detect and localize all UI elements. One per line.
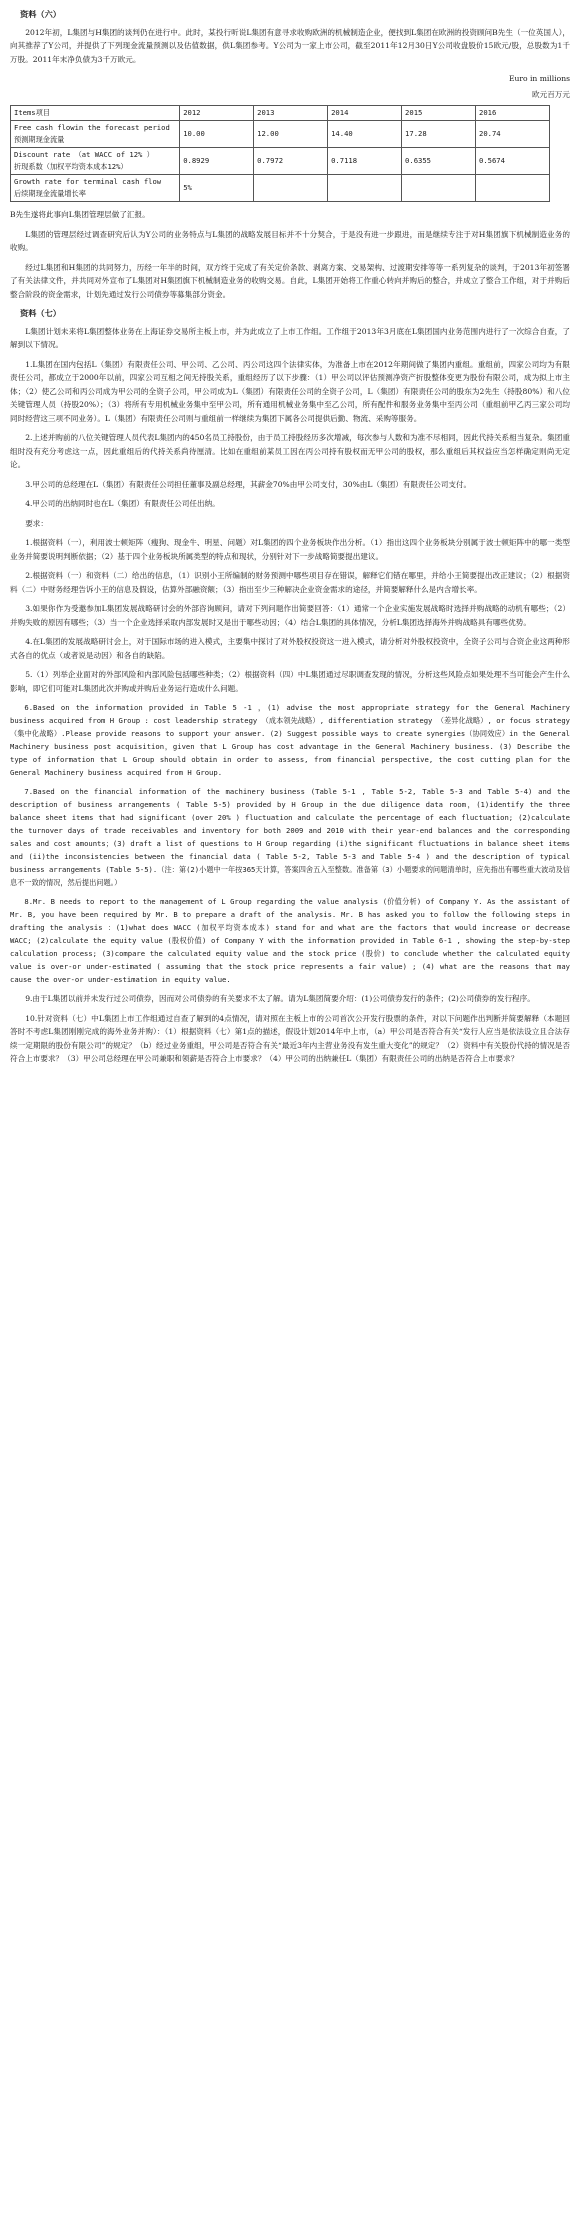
section6-paragraph: L集团的管理层经过调查研究后认为Y公司的业务特点与L集团的战略发展目标并不十分契合，于是没有进一步跟进，而是继续专注于对H集团旗下机械制造业务的收购。	[10, 229, 570, 252]
requirement-item: 3.如果你作为受邀参加L集团发展战略研讨会的外部咨询顾问，请对下列问题作出简要回答：（1）通常一个企业实施发展战略时选择并购战略的动机有哪些；（2）并购失败的原因有哪些；（3）当一个企业选择采取内部发展时又是出于哪些动因；（4）结合L集团的具体情况，分析L集团选择海外并购战略具有哪些优势。	[10, 604, 570, 627]
section7-intro: L集团计划未来将L集团整体业务在上海证券交易所主板上市，并为此成立了上市工作组。工作组于2013年3月底在L集团国内业务范围内进行了一次综合自查，了解到以下情况。	[10, 326, 570, 349]
row-label-cn: 折现系数（加权平均资本成本12%）	[14, 162, 128, 171]
table-row	[11, 175, 550, 202]
row-label-en: Discount rate （at WACC of 12% ）	[14, 150, 154, 159]
row-label-en: Growth rate for terminal cash flow	[14, 177, 162, 186]
requirement-item: 4.在L集团的发展战略研讨会上，对于国际市场的进入模式，主要集中探讨了对外股权投资这一进入模式，请分析对外股权投资中，全资子公司与合资企业这两种形式各自的优点（或者说是动因）和各自的缺陷。	[10, 637, 570, 660]
finding-item: 4.甲公司的出纳同时也在L（集团）有限责任公司任出纳。	[25, 499, 220, 508]
section7-heading: 资料（七）	[20, 308, 61, 318]
table-cell: 10.00	[180, 121, 254, 148]
table-cell: 0.8929	[180, 148, 254, 175]
section6-paragraph: 经过L集团和H集团的共同努力，历经一年半的时间，双方终于完成了有关定价条款、剥离方案、交易架构、过渡期安排等等一系列复杂的谈判，于2013年初签署了有关法律文件，并共同对外宣布了L集团对H集团旗下机械制造业务的收购交易。自此，L集团开始将工作重心转向并购后的整合，并成立了整合工作组，对于并购后整合阶段的资金需求，计划先通过发行公司债券等募集部分资金。	[10, 262, 570, 299]
unit-label-en: Euro in millions	[508, 74, 570, 83]
table-header-cell: 2012	[180, 106, 254, 121]
table-cell: 5%	[180, 175, 254, 202]
table-header-cell: 2016	[476, 106, 550, 121]
requirements-heading: 要求：	[25, 518, 48, 528]
requirement-item: 9.由于L集团以前并未发行过公司债券，因而对公司债券的有关要求不太了解。请为L集团简要介绍：(1)公司债券发行的条件；(2)公司债券的发行程序。	[25, 994, 535, 1003]
cash-flow-table	[10, 105, 550, 202]
finding-item: 1.L集团在国内包括L（集团）有限责任公司、甲公司、乙公司、丙公司这四个法律实体，为准备上市在2012年期间做了集团内重组。重组前，四家公司均为有限责任公司，都成立于2000年以前，四家公司互相之间无持股关系，重组经历了以下步骤：（1）甲公司以评估预测净资产折股整体变更为股份有限公司，成为拟上市主体；（2）使乙公司和丙公司成为甲公司的全资子公司，甲公司成为L（集团）有限责任公司的全资子公司，L（集团）有限责任公司的股东为2先生（持股80%）和八位关键管理人员（持股20%）；（3）将所有专用机械业务集中至甲公司，所有通用机械业务集中至乙公司，所有配件和服务业务集中至丙公司（重组前甲乙丙三家公司均同时经营这三项不同业务）。L（集团）有限责任公司则与重组前一样继续为集团下属各公司提供后勤、物流、采购等服务。	[10, 359, 570, 423]
table-header-cell: 2013	[254, 106, 328, 121]
requirement-item: 1.根据资料（一），利用波士顿矩阵（瘦狗、现金牛、明星、问题）对L集团的四个业务板块作出分析。（1）指出这四个业务板块分别属于波士顿矩阵中的哪一类型业务并简要说明判断依据；（2）基于四个业务板块所属类型的特点和现状，分别针对下一步战略简要提出建议。	[10, 538, 570, 561]
document	[0, 0, 580, 1066]
after-table-note: B先生遂将此事向L集团管理层做了汇报。	[10, 210, 150, 219]
table-header-row	[11, 106, 550, 121]
table-cell: 20.74	[476, 121, 550, 148]
table-cell: 12.00	[254, 121, 328, 148]
table-header-cell: 2015	[402, 106, 476, 121]
requirement-item: 2.根据资料（一）和资料（二）给出的信息，（1）识别小王所编制的财务预测中哪些项目存在错误，解释它们错在哪里，并给小王简要提出改正建议；（2）根据资料（二）中财务经理告诉小王的信息及假设，估算外部融资额；（3）指出至少三种解决企业资金需求的途径，并简要解释什么是内含增长率。	[10, 571, 570, 594]
finding-item: 3.甲公司的总经理在L（集团）有限责任公司担任董事及副总经理，其薪金70%由甲公司支付，30%由L（集团）有限责任公司支付。	[25, 479, 472, 489]
table-cell	[254, 175, 328, 202]
requirement-item-en: 8.Mr. B needs to report to the management of L Group regarding the value analysis (价值分析) of Company Y. As the assistant of Mr. B, you have been required by Mr. B to prepare a draft of the analysis. Mr. B has asked you to follow the following steps in drafting the analysis ：(1)what does WACC (加权平均资本成本) stand for and what are the factors that would increase or decrease WACC; (2)calculate the equity value (股权价值) of Company Y with the information provided in Table 6-1 , showing the step-by-step calculation process; (3)compare the calculated equity value and the stock price (股价) to conclude whether the calculated equity value is over-or under-estimated ( assuming that the stock price represents a fair value) ; (4) what are the reasons that may cause the over-or under-estimation in equity value.	[10, 897, 570, 984]
section6-heading: 资料（六）	[20, 9, 61, 19]
requirement-item: 5.（1）列举企业面对的外部风险和内部风险包括哪些种类；（2）根据资料（四）中L集团通过尽职调查发现的情况，分析这些风险点如果处理不当可能会产生什么影响，即它们可能对L集团此次并购或并购后业务运行造成什么问题。	[10, 670, 570, 693]
row-label	[11, 121, 180, 148]
requirement-item-en: 6.Based on the information provided in Table 5 -1 ，(1) advise the most appropriate strategy for the General Machinery business acquired from H Group : cost leadership strategy （成本领先战略）, differentiation strategy （差异化战略）, or focus strategy （集中化战略）.Please provide reasons to support your answer. (2) Suggest possible ways to create synergies（协同效应）in the General Machinery business post acquisition，given that L Group has cost advantage in the General Machinery business. (3) Describe the type of information that L Group should obtain in order to assess, from financial perspective, the cost cutting plan for the General Machinery business acquired from H Group.	[10, 703, 570, 777]
table-row	[11, 148, 550, 175]
row-label	[11, 175, 180, 202]
table-cell	[476, 175, 550, 202]
table-header-cell: Items项目	[11, 106, 180, 121]
unit-label-cn: 欧元百万元	[532, 89, 570, 99]
row-label-cn: 预测期现金流量	[14, 135, 65, 144]
finding-item: 2.上述并购前的八位关键管理人员代表L集团内的450名员工持股份，由于员工持股经历多次增减，每次参与人数和为准不尽相同，因此代持关系相当复杂。集团重组时没有充分考虑这一点，因此重组后的代持关系尚待厘清。比如在重组前某员工因在丙公司持有股权而无甲公司的股权，那么重组后其权益应当怎样确定则尚无定论。	[10, 433, 570, 469]
table-header-cell: 2014	[328, 106, 402, 121]
table-cell: 14.40	[328, 121, 402, 148]
requirement-item-en: 7.Based on the financial information of the machinery business (Table 5-1 , Table 5-2, Table 5-3 and Table 5-4) and the description of business arrangements ( Table 5-5) provided by H Group in the due diligence data room，(1)identify the three balance sheet items that had significant (over 20% ) fluctuation and calculate the percentage of each fluctuation; (2)calculate the turnover days of trade receivables and inventory for both 2009 and 2010 with their year-end balances and the corresponding sales and cost amounts；(3) draft a list of questions to H Group regarding (i)the significant fluctuations in balance sheet items and (ii)the inconsistencies between the financial data ( Table 5-2, Table 5-3 and Table 5-4 ) and the description of typical business arrangements (Table 5-5).（注：第(2)小题中一年按365天计算，答案四舍五入至整数。准备第（3）小题要求的问题清单时，应先指出有哪些重大波动及信息不一致的情况，然后提出问题。）	[10, 787, 570, 887]
table-cell	[402, 175, 476, 202]
table-cell: 17.28	[402, 121, 476, 148]
table-cell: 0.7972	[254, 148, 328, 175]
row-label-cn: 后续期现金流量增长率	[14, 189, 86, 198]
table-row	[11, 121, 550, 148]
requirement-item: 10.针对资料（七）中L集团上市工作组通过自查了解到的4点情况，请对照在主板上市的公司首次公开发行股票的条件，对以下问题作出判断并简要解释（本题回答时不考虑L集团刚刚完成的海外业务并购）：（1）根据资料（七）第1点的描述，假设计划2014年中上市，（a）甲公司是否符合有关“发行人应当是依法设立且合法存续一定期限的股份有限公司”的规定？（b）经过业务重组，甲公司是否符合有关“最近3年内主营业务没有发生重大变化”的规定？（2）资料中有关股份代持的情况是否符合上市要求？（3）甲公司总经理在甲公司兼职和领薪是否符合上市要求？（4）甲公司的出纳兼任L（集团）有限责任公司的出纳是否符合上市要求？	[10, 1013, 570, 1063]
table-cell: 0.6355	[402, 148, 476, 175]
table-cell: 0.5674	[476, 148, 550, 175]
table-cell: 0.7118	[328, 148, 402, 175]
row-label	[11, 148, 180, 175]
table-cell	[328, 175, 402, 202]
row-label-en: Free cash flowin the forecast period	[14, 123, 170, 132]
section6-intro: 2012年初，L集团与H集团的谈判仍在进行中。此时，某投行听说L集团有意寻求收购欧洲的机械制造企业，便找到L集团在欧洲的投资顾问B先生（一位英国人），向其推荐了Y公司，并提供了下列现金流量预测以及估值数据，供L集团参考。Y公司为一家上市公司，截至2011年12月30日Y公司收盘股价15欧元/股，总股数为1千万股。2011年末净负债为3千万欧元。	[10, 27, 570, 64]
